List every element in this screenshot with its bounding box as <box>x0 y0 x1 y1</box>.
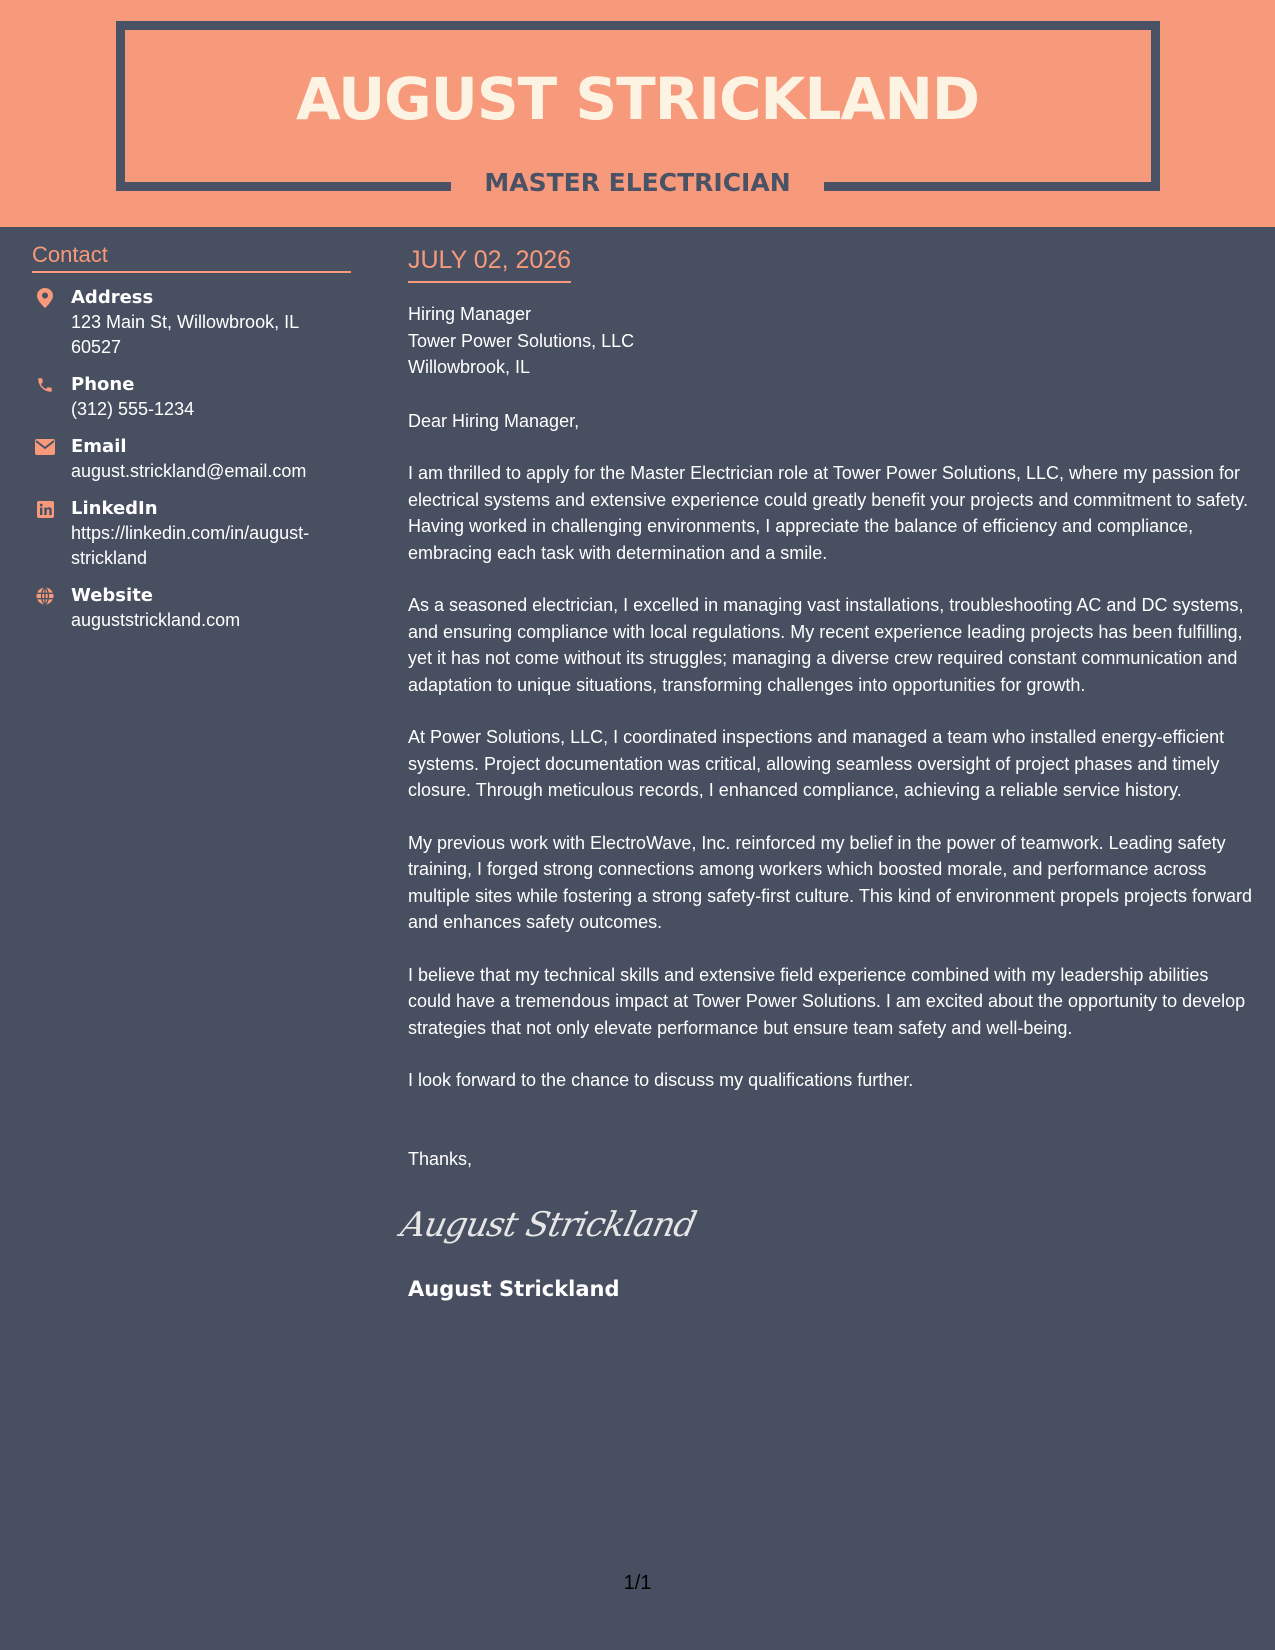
recipient-block <box>408 301 1253 381</box>
contact-value: august.strickland@email.com <box>71 461 307 481</box>
contact-label: Website <box>71 585 154 606</box>
applicant-name: AUGUST STRICKLAND <box>295 65 980 133</box>
closing: Thanks, <box>408 1148 473 1169</box>
globe-icon <box>36 587 54 605</box>
contact-label: LinkedIn <box>71 498 158 519</box>
contact-address <box>32 285 351 360</box>
applicant-role: MASTER ELECTRICIAN <box>484 168 791 197</box>
page-number: 1/1 <box>623 1572 652 1594</box>
paragraph: I am thrilled to apply for the Master Electrician role at Tower Power Solutions, LLC, where my passion for electrical systems and extensive experience could greatly benefit your projects and commitment to safety. Having worked in challenging environments, I appreciate the balance of efficiency and compliance, embracing each task with determination and a smile. <box>408 463 1249 563</box>
contact-value: (312) 555-1234 <box>71 399 195 419</box>
letter-date: JULY 02, 2026 <box>408 244 571 283</box>
contact-website <box>32 583 351 633</box>
location-pin-icon <box>36 289 54 307</box>
contact-sidebar <box>32 241 351 645</box>
header-banner <box>0 0 1275 227</box>
paragraph: My previous work with ElectroWave, Inc. reinforced my belief in the power of teamwork. Leading safety training, I forged strong connections among workers which boosted morale, and performance across multiple sites while fostering a strong safety-first culture. This kind of environment propels projects forward and enhances safety outcomes. <box>408 832 1253 932</box>
recipient-line: Hiring Manager <box>408 304 532 324</box>
linkedin-icon <box>36 500 54 518</box>
contact-label: Address <box>71 287 154 308</box>
contact-value: https://linkedin.com/in/august-strickland <box>71 523 310 568</box>
contact-label: Phone <box>71 374 135 395</box>
contact-value: auguststrickland.com <box>71 610 241 630</box>
contact-label: Email <box>71 436 127 457</box>
envelope-icon <box>36 438 54 456</box>
recipient-line: Tower Power Solutions, LLC <box>408 330 635 351</box>
paragraph: As a seasoned electrician, I excelled in managing vast installations, troubleshooting AC and DC systems, and ensuring compliance with local regulations. My recent experience leading projects has been fulfilling, yet it has not come without its struggles; managing a diverse crew required constant communication and adaptation to unique situations, transforming challenges into opportunities for growth. <box>408 595 1244 695</box>
recipient-line: Willowbrook, IL <box>408 357 531 377</box>
paragraph: I look forward to the chance to discuss my qualifications further. <box>408 1070 914 1090</box>
contact-value: 123 Main St, Willowbrook, IL 60527 <box>71 312 299 357</box>
contact-email <box>32 434 351 484</box>
contact-linkedin <box>32 496 351 571</box>
handwritten-signature <box>397 1194 1253 1254</box>
paragraph: I believe that my technical skills and extensive field experience combined with my leadership abilities could have a tremendous impact at Tower Power Solutions. I am excited about the opportunity to develop strategies that not only elevate performance but ensure team safety and well-being. <box>408 964 1246 1038</box>
salutation: Dear Hiring Manager, <box>408 410 580 431</box>
paragraph: At Power Solutions, LLC, I coordinated inspections and managed a team who installed energy-efficient systems. Project documentation was critical, allowing seamless oversight of project phases and timely closure. Through meticulous records, I enhanced compliance, achieving a reliable service history. <box>408 727 1225 800</box>
svg-text:August Strickland: August Strickland <box>397 1205 700 1245</box>
signer-name: August Strickland <box>408 1277 620 1301</box>
phone-icon <box>36 376 54 394</box>
contact-heading: Contact <box>32 241 351 273</box>
contact-phone <box>32 372 351 422</box>
letter-body <box>397 244 1253 1304</box>
